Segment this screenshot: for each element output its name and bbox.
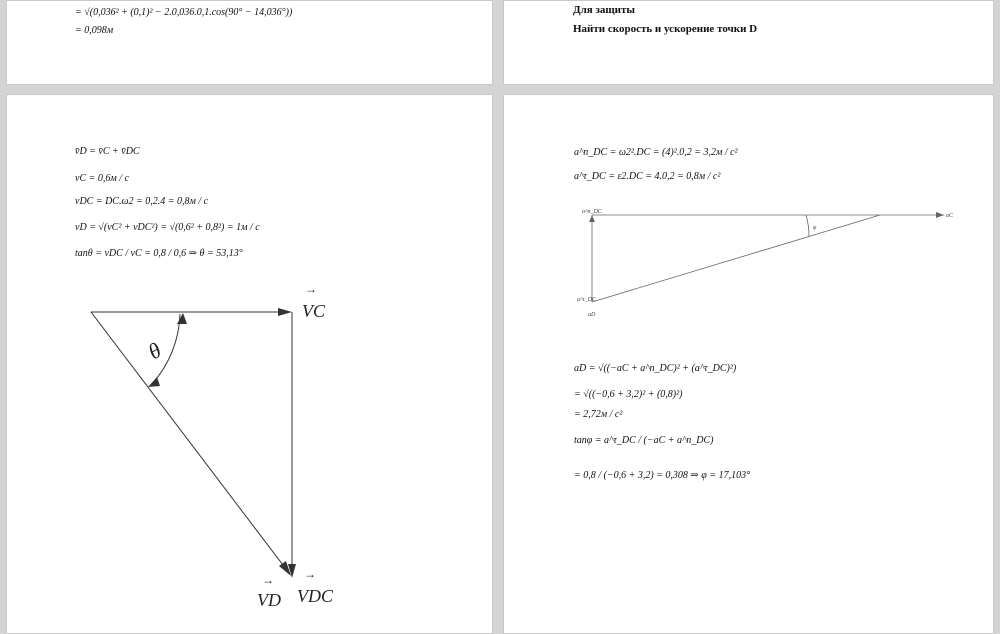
- formula-vc: vC = 0,6м / с: [75, 173, 129, 184]
- label-an-dc: a^n_DC: [582, 209, 602, 215]
- at-dc-arrowhead: [589, 215, 595, 222]
- an-dc-arrowhead: [936, 212, 944, 218]
- formula-normal-accel: a^n_DC = ω2².DC = (4)².0,2 = 3,2м / с²: [574, 147, 738, 158]
- document-page-1: [6, 0, 493, 85]
- label-phi: φ: [813, 225, 817, 231]
- vd-vector-line: [91, 312, 289, 573]
- formula-vd: vD = √(vC² + vDC²) = √(0,6² + 0,8²) = 1м / с: [75, 222, 260, 233]
- theta-arc-arrowhead: [177, 313, 187, 324]
- formula-tangential-accel: a^τ_DC = ε2.DC = 4.0,2 = 0,8м / с²: [574, 171, 721, 182]
- label-ac: aC: [946, 213, 954, 219]
- label-vd: VD: [257, 590, 281, 610]
- theta-arc-arrowhead: [148, 377, 160, 387]
- formula-line: = 0,098м: [75, 25, 114, 36]
- vector-arrow-glyph: →: [305, 282, 317, 296]
- label-theta: θ: [143, 337, 166, 365]
- vd-arrowhead: [279, 561, 291, 576]
- formula-ad-numeric: = √((−0,6 + 3,2)² + (0,8)²): [574, 389, 683, 400]
- formula-ad-result: = 2,72м / с²: [574, 409, 623, 420]
- formula-tan-phi: tanφ = a^τ_DC / (−aC + a^n_DC): [574, 435, 714, 446]
- vector-arrow-glyph: →: [304, 567, 316, 581]
- document-page-2: [503, 0, 994, 85]
- label-vdc: VDC: [297, 586, 333, 606]
- label-vc: VC: [302, 301, 326, 321]
- formula-vdc: vDC = DC.ω2 = 0,2.4 = 0,8м / с: [75, 196, 209, 207]
- vc-arrowhead: [278, 308, 292, 316]
- document-page-3: [6, 94, 493, 634]
- velocity-triangle-diagram: [7, 95, 493, 634]
- label-ad: aD: [588, 312, 596, 318]
- document-page-4: [503, 94, 994, 634]
- vector-equation: v̄D = v̄C + v̄DC: [75, 146, 140, 157]
- formula-ad: aD = √((−aC + a^n_DC)² + (a^τ_DC)²): [574, 363, 737, 374]
- vector-arrow-glyph: →: [262, 573, 274, 587]
- ad-vector-line: [592, 215, 880, 302]
- task-heading: Найти скорость и ускорение точки D: [573, 23, 758, 35]
- formula-theta: tanθ = vDC / vC = 0,8 / 0,6 ⇒ θ = 53,13°: [75, 248, 243, 259]
- formula-line: = √(0,036² + (0,1)² − 2.0,036.0,1.cos(90° − 14,036°)): [75, 7, 293, 18]
- section-heading: Для защиты: [573, 4, 635, 16]
- formula-phi-result: = 0,8 / (−0,6 + 3,2) = 0,308 ⇒ φ = 17,103°: [574, 470, 751, 481]
- label-at-dc: a^τ_DC: [577, 297, 597, 303]
- phi-angle-arc: [806, 215, 809, 237]
